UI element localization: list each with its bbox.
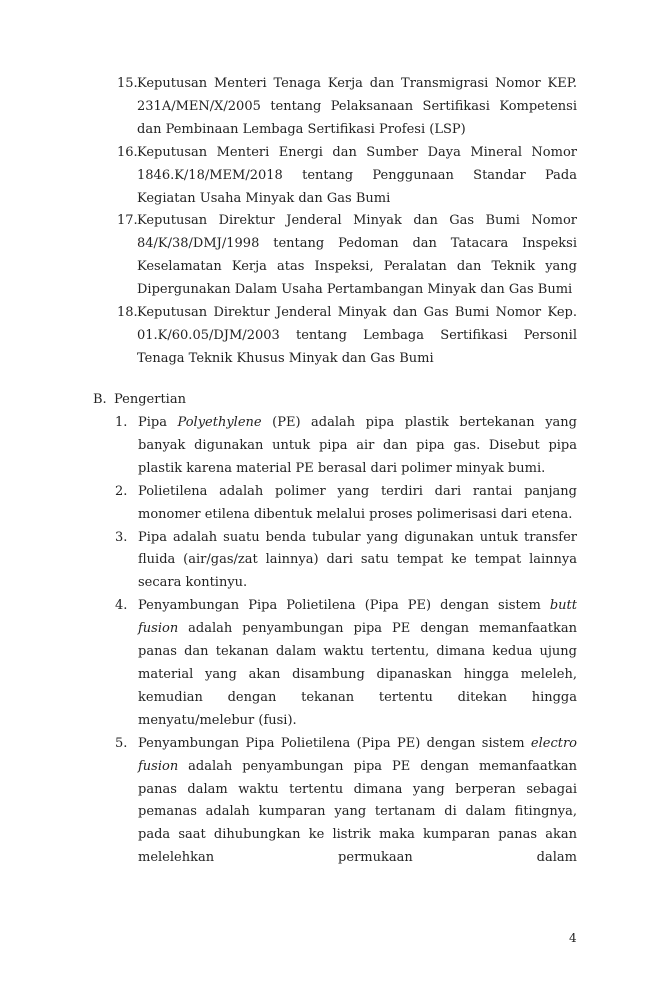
list-item-number: 1. — [115, 415, 128, 430]
list-item-number: 16. — [117, 144, 138, 160]
list-item-number: 4. — [115, 598, 128, 614]
list-item — [115, 527, 577, 596]
list-item-number: 3. — [115, 529, 128, 545]
text-run: Penyambungan Pipa Polietilena (Pipa PE) dengan sistem — [138, 735, 531, 751]
list-item-number: 5. — [115, 735, 128, 751]
list-item-text — [138, 595, 577, 732]
list-item-text — [138, 733, 577, 870]
text-run: (PE) adalah pipa plastik bertekanan yang banyak digunakan untuk pipa air dan pipa gas. Disebut pipa plastik karena material PE berasal dari polimer minyak bumi. — [138, 415, 577, 476]
page-number: 4 — [569, 931, 577, 945]
list-item-number: 15. — [117, 76, 138, 91]
list-item — [117, 142, 577, 211]
regulation-list — [117, 73, 577, 371]
section-title: Pengertian — [114, 392, 186, 407]
section-letter: B. — [93, 392, 107, 407]
list-item-number: 18. — [117, 305, 138, 321]
list-item-text: Keputusan Menteri Tenaga Kerja dan Transmigrasi Nomor KEP. 231A/MEN/X/2005 tentang Pelaksanaan Sertifikasi Kompetensi dan Pembinaan Lembaga Sertifikasi Profesi (LSP) — [137, 76, 577, 137]
list-item-number: 17. — [117, 213, 138, 229]
list-item — [117, 302, 577, 371]
list-item — [115, 733, 577, 870]
list-item-text: Keputusan Direktur Jenderal Minyak dan Gas Bumi Nomor Kep. 01.K/60.05/DJM/2003 tentang Lembaga Sertifikasi Personil Tenaga Teknik Khusus Minyak dan Gas Bumi — [137, 305, 577, 366]
list-item — [117, 210, 577, 302]
italic-term: butt fusion — [138, 598, 577, 637]
list-item-text: Polietilena adalah polimer yang terdiri dari rantai panjang monomer etilena dibentuk melalui proses polimerisasi dari etena. — [138, 483, 577, 522]
list-item-text — [138, 412, 577, 481]
section-heading — [93, 389, 186, 412]
italic-term: electro fusion — [138, 735, 577, 774]
list-item-text: Keputusan Menteri Energi dan Sumber Daya Mineral Nomor 1846.K/18/MEM/2018 tentang Penggunaan Standar Pada Kegiatan Usaha Minyak dan Gas Bumi — [137, 144, 577, 206]
list-item — [117, 73, 577, 142]
list-item — [115, 481, 577, 527]
list-item-text: Pipa adalah suatu benda tubular yang digunakan untuk transfer fluida (air/gas/zat lainnya) dari satu tempat ke tempat lainnya secara kontinyu. — [138, 529, 577, 591]
list-item — [115, 595, 577, 732]
list-item-number: 2. — [115, 483, 128, 499]
text-run: adalah penyambungan pipa PE dengan memanfaatkan panas dan tekanan dalam waktu tertentu, dimana kedua ujung material yang akan disambung dipanaskan hingga meleleh, kemudian dengan tekanan tertentu ditekan hingga menyatu/melebur (fusi). — [138, 621, 577, 728]
text-run: Penyambungan Pipa Polietilena (Pipa PE) dengan sistem — [138, 598, 550, 614]
list-item — [115, 412, 577, 481]
italic-term: Polyethylene — [177, 415, 262, 430]
definition-list — [115, 412, 577, 870]
text-run: adalah penyambungan pipa PE dengan memanfaatkan panas dalam waktu tertentu dimana yang berperan sebagai pemanas adalah kumparan yang tertanam di dalam fitingnya, pada saat dihubungkan ke listrik maka kumparan panas akan melelehkan permukaan dalam — [138, 758, 577, 866]
list-item-text: Keputusan Direktur Jenderal Minyak dan Gas Bumi Nomor 84/K/38/DMJ/1998 tentang Pedoman dan Tatacara Inspeksi Keselamatan Kerja atas Inspeksi, Peralatan dan Teknik yang Dipergunakan Dalam Usaha Pertambangan Minyak dan Gas Bumi — [137, 213, 577, 298]
text-run: Pipa — [138, 415, 178, 430]
